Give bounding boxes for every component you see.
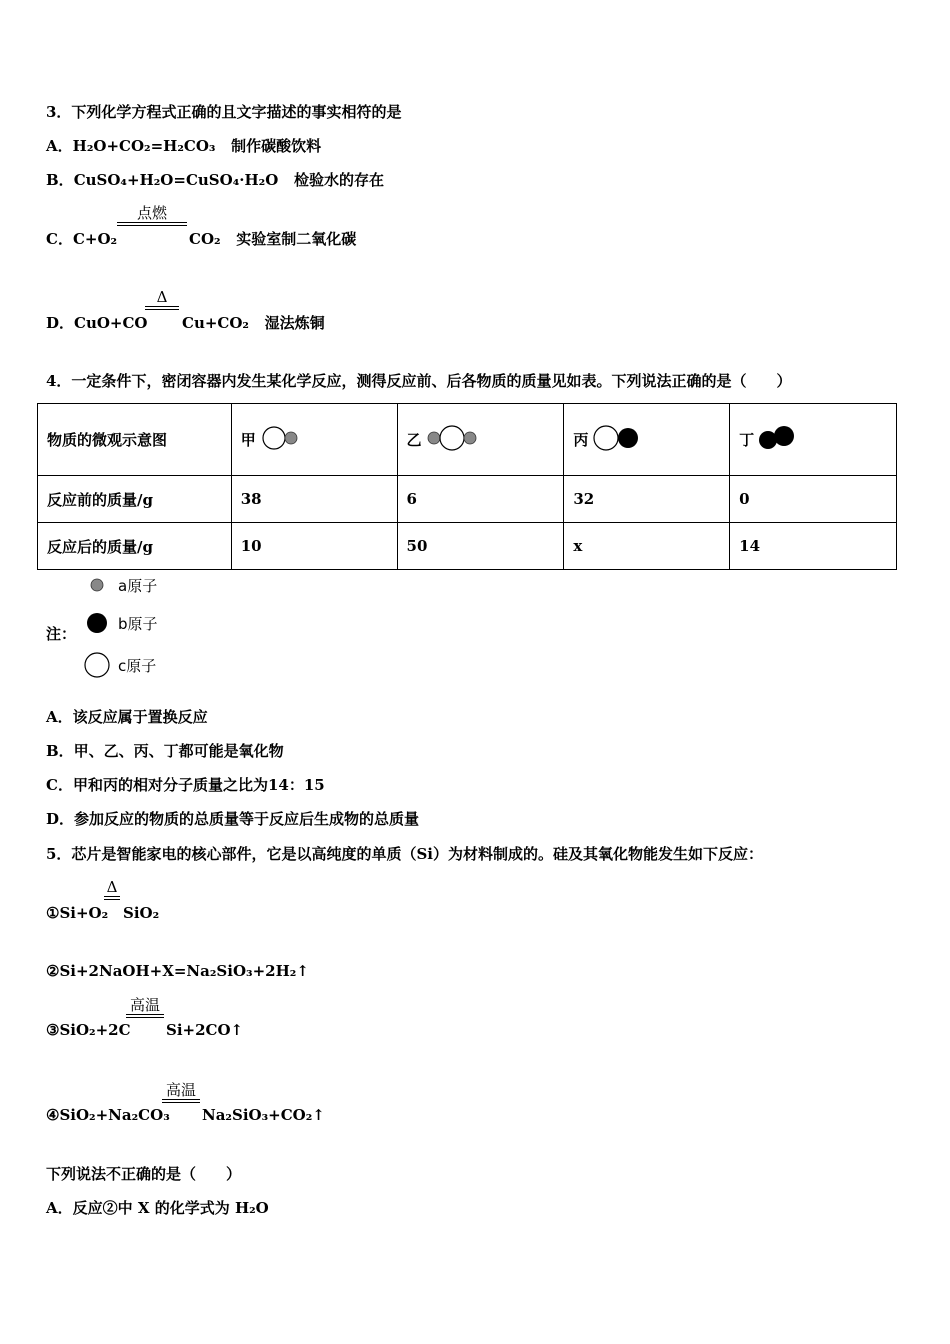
q5-stem: 5．芯片是智能家电的核心部件，它是以高纯度的单质（Si）为材料制成的。硅及其氧化物能发生如下反应： bbox=[46, 845, 763, 863]
q3-option-c: C．C+O₂ bbox=[46, 230, 118, 248]
q5-r3-condition: 高温 bbox=[126, 996, 164, 1018]
q4-stem: 4．一定条件下，密闭容器内发生某化学反应，测得反应前、后各物质的质量见如表。下列说法正确的是（ ） bbox=[46, 372, 792, 390]
table-row bbox=[38, 523, 897, 570]
q5-r1-condition: Δ bbox=[104, 878, 120, 900]
q4-option-b: B．甲、乙、丙、丁都可能是氧化物 bbox=[46, 742, 284, 760]
yi-molecule-icon bbox=[426, 425, 478, 455]
q5-r4-condition: 高温 bbox=[162, 1081, 200, 1103]
cell-ding-diagram: 丁 bbox=[730, 404, 897, 476]
row-header-diagram: 物质的微观示意图 bbox=[38, 404, 232, 476]
q5-reaction-3-left: ③SiO₂+2C bbox=[46, 1021, 131, 1039]
q3-option-a: A．H₂O+CO₂=H₂CO₃ 制作碳酸饮料 bbox=[46, 137, 322, 155]
q5-reaction-1-left: ①Si+O₂ bbox=[46, 904, 109, 922]
table-cell: 6 bbox=[397, 476, 564, 523]
bing-molecule-icon bbox=[592, 425, 642, 455]
row-header-after: 反应后的质量/g bbox=[38, 523, 232, 570]
q3-option-d: D．CuO+CO bbox=[46, 314, 148, 332]
q5-reaction-2: ②Si+2NaOH+X=Na₂SiO₃+2H₂↑ bbox=[46, 962, 309, 980]
table-cell: 50 bbox=[397, 523, 564, 570]
table-cell: 32 bbox=[564, 476, 730, 523]
q5-reaction-1-right: SiO₂ bbox=[123, 904, 160, 922]
table-cell: 38 bbox=[231, 476, 397, 523]
q4-option-d: D．参加反应的物质的总质量等于反应后生成物的总质量 bbox=[46, 810, 420, 828]
c-atom-icon bbox=[84, 650, 110, 680]
q3-d-right: Cu+CO₂ 湿法炼铜 bbox=[182, 314, 325, 332]
q4-option-a: A．该反应属于置换反应 bbox=[46, 708, 208, 726]
q3-option-b: B．CuSO₄+H₂O=CuSO₄·H₂O 检验水的存在 bbox=[46, 171, 384, 189]
table-cell: 0 bbox=[730, 476, 897, 523]
cell-bing-diagram: 丙 bbox=[564, 404, 730, 476]
note-label: 注： bbox=[46, 625, 77, 643]
ding-molecule-icon bbox=[758, 425, 798, 455]
q4-option-c: C．甲和丙的相对分子质量之比为14：15 bbox=[46, 776, 325, 794]
table-cell: x bbox=[564, 523, 730, 570]
q3-c-right: CO₂ 实验室制二氧化碳 bbox=[189, 230, 357, 248]
a-atom-icon bbox=[84, 574, 110, 596]
table-row bbox=[38, 404, 897, 476]
jia-molecule-icon bbox=[260, 425, 300, 455]
cell-jia-diagram: 甲 bbox=[231, 404, 397, 476]
q3-stem: 3．下列化学方程式正确的且文字描述的事实相符的是 bbox=[46, 103, 402, 121]
q5-reaction-4-right: Na₂SiO₃+CO₂↑ bbox=[202, 1106, 325, 1124]
q5-reaction-4-left: ④SiO₂+Na₂CO₃ bbox=[46, 1106, 170, 1124]
cell-yi-diagram: 乙 bbox=[397, 404, 564, 476]
table-cell: 10 bbox=[231, 523, 397, 570]
q3-c-condition: 点燃 bbox=[117, 204, 187, 226]
row-header-before: 反应前的质量/g bbox=[38, 476, 232, 523]
b-atom-icon bbox=[84, 611, 110, 635]
legend-c: c原子 bbox=[84, 650, 156, 680]
legend-b: b原子 bbox=[84, 611, 158, 635]
q5-reaction-3-right: Si+2CO↑ bbox=[166, 1021, 244, 1039]
mass-table bbox=[37, 403, 897, 570]
q3-d-condition: Δ bbox=[145, 288, 179, 310]
legend-a: a原子 bbox=[84, 574, 157, 596]
table-row bbox=[38, 476, 897, 523]
q5-question: 下列说法不正确的是（ ） bbox=[46, 1165, 242, 1183]
table-cell: 14 bbox=[730, 523, 897, 570]
q5-option-a: A．反应②中 X 的化学式为 H₂O bbox=[46, 1199, 269, 1217]
